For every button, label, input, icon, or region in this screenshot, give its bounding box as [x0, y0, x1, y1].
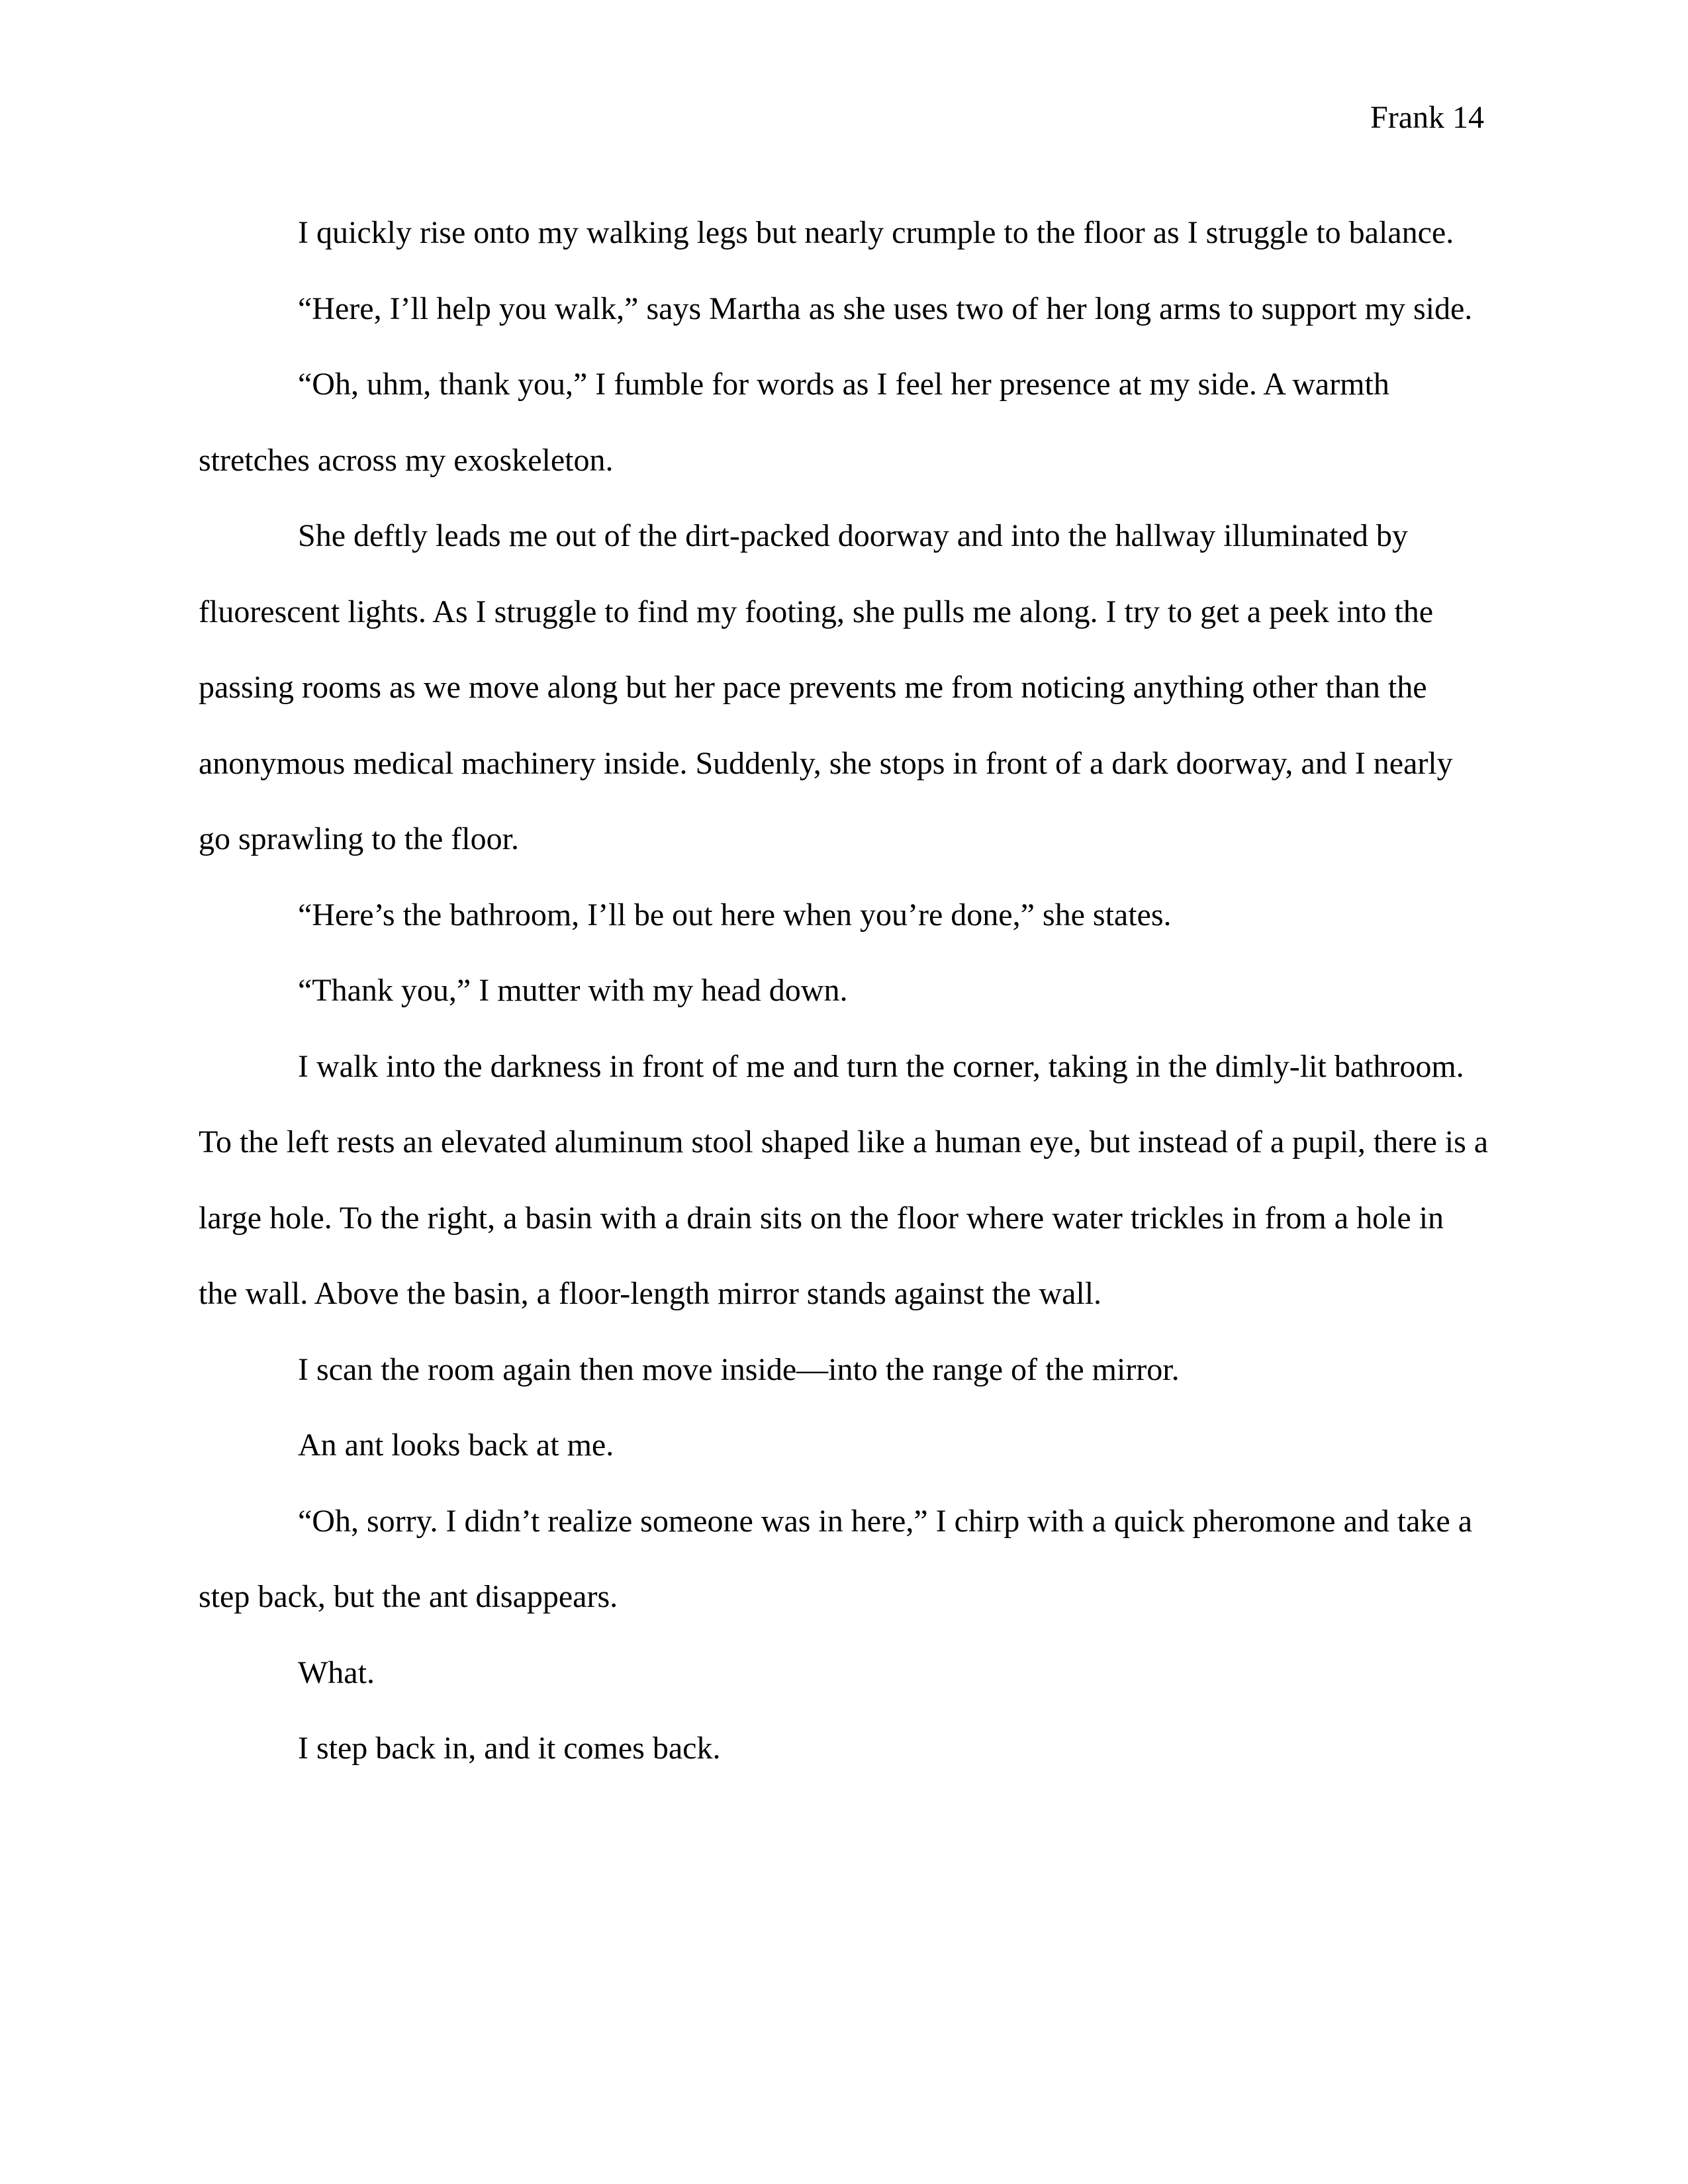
paragraph: She deftly leads me out of the dirt-packed doorway and into the hallway illuminated by fluorescent lights. As I struggle to find my footing, she pulls me along. I try to get a peek into the passing rooms as we move along but her pace prevents me from noticing anything other than the anonymous medical machinery inside. Suddenly, she stops in front of a dark doorway, and I nearly go sprawling to the floor. — [199, 518, 1453, 856]
paragraph: I walk into the darkness in front of me and turn the corner, taking in the dimly-lit bathroom. To the left rests an elevated aluminum stool shaped like a human eye, but instead of a pupil, there is a large hole. To the right, a basin with a drain sits on the floor where water trickles in from a hole in the wall. Above the basin, a floor-length mirror stands against the wall. — [199, 1048, 1489, 1311]
paragraph: “Oh, sorry. I didn’t realize someone was in here,” I chirp with a quick pheromone and take a step back, but the ant disappears. — [199, 1503, 1473, 1614]
paragraph: “Thank you,” I mutter with my head down. — [298, 973, 848, 1008]
paragraph: I step back in, and it comes back. — [298, 1731, 721, 1766]
paragraph: I scan the room again then move inside—into the range of the mirror. — [298, 1351, 1180, 1387]
running-head: Frank 14 — [1370, 100, 1484, 135]
manuscript-body — [199, 195, 1489, 1787]
paragraph: “Here, I’ll help you walk,” says Martha as she uses two of her long arms to support my side. — [298, 291, 1473, 326]
paragraph: An ant looks back at me. — [298, 1428, 614, 1463]
paragraph: “Here’s the bathroom, I’ll be out here when you’re done,” she states. — [298, 897, 1172, 933]
paragraph: I quickly rise onto my walking legs but nearly crumple to the floor as I struggle to balance. — [298, 215, 1454, 250]
paragraph: What. — [298, 1655, 375, 1690]
paragraph: “Oh, uhm, thank you,” I fumble for words as I feel her presence at my side. A warmth stretches across my exoskeleton. — [199, 367, 1389, 478]
